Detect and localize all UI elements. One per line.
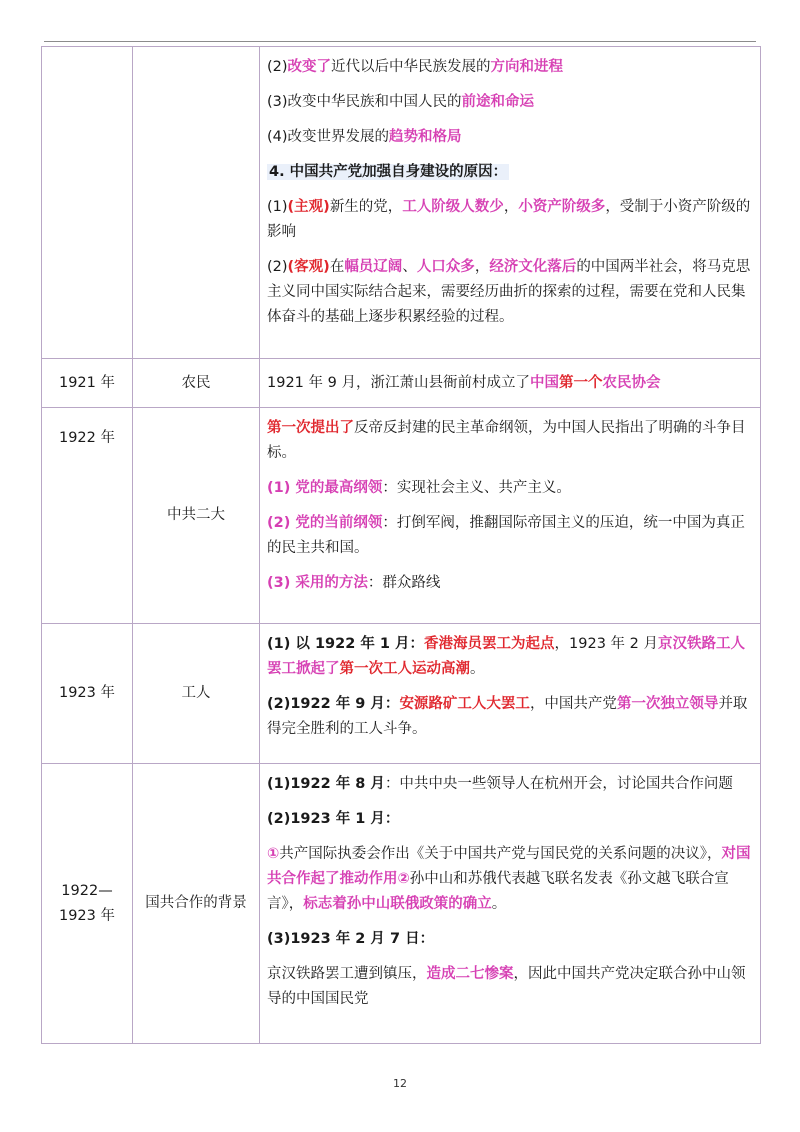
text-run: (1) — [267, 199, 288, 215]
text-run: ：实现社会主义、共产主义。 — [382, 480, 571, 496]
text-run: 的中国两半社会，将马克思主义同中国实际结合起来，需要经历曲折的探索的过程，需要在党和人民集体奋斗的基础上逐步积累经验的过程。 — [267, 259, 751, 325]
paragraph — [267, 255, 753, 330]
text-run: ，中国共产党 — [529, 696, 617, 712]
text-run: 4. 中国共产党加强自身建设的原因： — [269, 164, 508, 180]
text-run: (1) 以 1922 年 1 月： — [267, 636, 425, 652]
text-run: 。 — [491, 896, 507, 912]
text-run: 京汉铁路罢工遭到镇压， — [267, 966, 427, 982]
table-row — [42, 408, 761, 624]
text-run: 共产国际执委会作出《关于中国共产党与国民党的关系问题的决议》， — [279, 846, 722, 862]
content-cell — [260, 47, 761, 359]
text-run: (1)1922 年 8 月 — [267, 776, 385, 792]
text-run: 改变了 — [287, 59, 332, 75]
text-run: ， — [503, 199, 519, 215]
text-run: 第一次独立领导 — [616, 696, 719, 712]
text-run: (2) — [267, 259, 288, 275]
text-run: 经济文化落后 — [489, 259, 577, 275]
paragraph — [267, 842, 753, 917]
paragraph — [267, 195, 753, 245]
topic-cell — [133, 359, 260, 408]
text-run: ：打倒军阀，推翻国际帝国主义的压迫，统一中国为真正的民主共和国。 — [267, 515, 745, 556]
text-run: 趋势和格局 — [389, 129, 462, 145]
paragraph — [267, 160, 753, 185]
page-number: 12 — [393, 1077, 407, 1090]
text-run: ，受制于小资产阶级的影响 — [267, 199, 751, 240]
paragraph — [267, 476, 753, 501]
paragraph — [267, 962, 753, 1012]
text-run: 并取得完全胜利的工人斗争。 — [267, 696, 748, 737]
text-run: (4)改变世界发展的 — [267, 129, 390, 145]
text-run: (2)1923 年 1 月： — [267, 811, 400, 827]
topic-label: 工人 — [181, 685, 211, 701]
paragraph — [267, 632, 753, 682]
paragraph — [267, 125, 753, 150]
text-run: 人口众多 — [416, 259, 475, 275]
top-rule — [44, 41, 756, 42]
table-row — [42, 624, 761, 764]
content-cell — [260, 764, 761, 1044]
text-run: ① — [267, 846, 280, 862]
text-run: 近代以后中华民族发展的 — [331, 59, 491, 75]
text-run: 京汉铁路工人罢工掀起了 — [267, 636, 745, 677]
content-cell — [260, 359, 761, 408]
text-run: (客观) — [287, 259, 330, 275]
year-cell — [42, 624, 133, 764]
content-cell — [260, 624, 761, 764]
text-run: 第一次工人运动高潮 — [339, 661, 470, 677]
text-run: (1) 党的最高纲领 — [267, 480, 383, 496]
text-run: 对国共合作起了推动作用 — [267, 846, 751, 887]
paragraph — [267, 807, 753, 832]
text-run: (3)1923 年 2 月 7 日： — [267, 931, 435, 947]
text-run: 方向和进程 — [490, 59, 564, 75]
text-run: 小资产阶级多 — [518, 199, 606, 215]
text-run: 香港海员罢工为起点 — [424, 636, 555, 652]
topic-cell — [133, 764, 260, 1044]
text-run: (3) 采用的方法 — [267, 575, 368, 591]
topic-label: 农民 — [181, 374, 211, 391]
year-cell — [42, 764, 133, 1044]
text-run: (3)改变中华民族和中国人民的 — [267, 94, 462, 110]
text-run: 前途和命运 — [461, 94, 535, 110]
content-cell — [260, 408, 761, 624]
text-run: 第一次提出了 — [267, 420, 354, 436]
text-run: 在 — [329, 259, 345, 275]
text-run: 反帝反封建的民主革命纲领，为中国人民指出了明确的斗争目标。 — [267, 420, 746, 461]
table-row — [42, 359, 761, 408]
text-run: 孙中山和苏俄代表越飞联名发表《孙文越飞联合宣言》， — [267, 871, 729, 912]
text-run: (2)1922 年 9 月： — [267, 696, 400, 712]
paragraph — [267, 371, 753, 396]
text-run: 新生的党， — [329, 199, 403, 215]
text-run: 第一个 — [558, 374, 603, 391]
paragraph — [267, 90, 753, 115]
text-run: (2) — [267, 59, 288, 75]
text-run: 标志着孙中山联俄政策的确立 — [303, 896, 492, 912]
year-cell — [42, 47, 133, 359]
text-run: ② — [397, 871, 410, 887]
year-cell — [42, 408, 133, 624]
text-run: 1921 年 9 月，浙江萧山县衙前村成立了 — [267, 374, 530, 391]
topic-cell — [133, 624, 260, 764]
topic-label: 中共二大 — [167, 507, 225, 523]
paragraph — [267, 772, 753, 797]
year-label: 1922 年 — [58, 430, 115, 446]
table-row — [42, 764, 761, 1044]
text-run: 工人阶级人数少 — [402, 199, 504, 215]
paragraph — [267, 927, 753, 952]
text-run: 安源路矿工人大罢工 — [399, 696, 530, 712]
text-run: (主观) — [287, 199, 330, 215]
paragraph — [267, 416, 753, 466]
text-run: 。 — [470, 661, 485, 677]
topic-label: 国共合作的背景 — [145, 895, 247, 911]
text-run: (2) 党的当前纲领 — [267, 515, 383, 531]
text-run: 农民协会 — [602, 374, 661, 391]
text-run: 中国 — [529, 374, 559, 391]
paragraph — [267, 511, 753, 561]
text-run: ：中共中央一些领导人在杭州开会，讨论国共合作问题 — [384, 776, 733, 792]
paragraph — [267, 692, 753, 742]
text-run: ，因此中国共产党决定联合孙中山领导的中国国民党 — [267, 966, 746, 1007]
year-label: 1922—1923 年 — [58, 882, 115, 924]
text-run: ， — [474, 259, 490, 275]
topic-cell — [133, 408, 260, 624]
text-run: 造成二七惨案 — [426, 966, 514, 982]
text-run: 幅员辽阔 — [344, 259, 403, 275]
text-run: 、 — [402, 259, 417, 275]
year-label: 1921 年 — [58, 374, 115, 391]
year-cell — [42, 359, 133, 408]
year-label: 1923 年 — [58, 685, 115, 701]
paragraph — [267, 55, 753, 80]
table-row — [42, 47, 761, 359]
text-run: ：群众路线 — [367, 575, 441, 591]
topic-cell — [133, 47, 260, 359]
history-timeline-table — [41, 46, 761, 1044]
text-run: ，1923 年 2 月 — [554, 636, 658, 652]
paragraph — [267, 571, 753, 596]
